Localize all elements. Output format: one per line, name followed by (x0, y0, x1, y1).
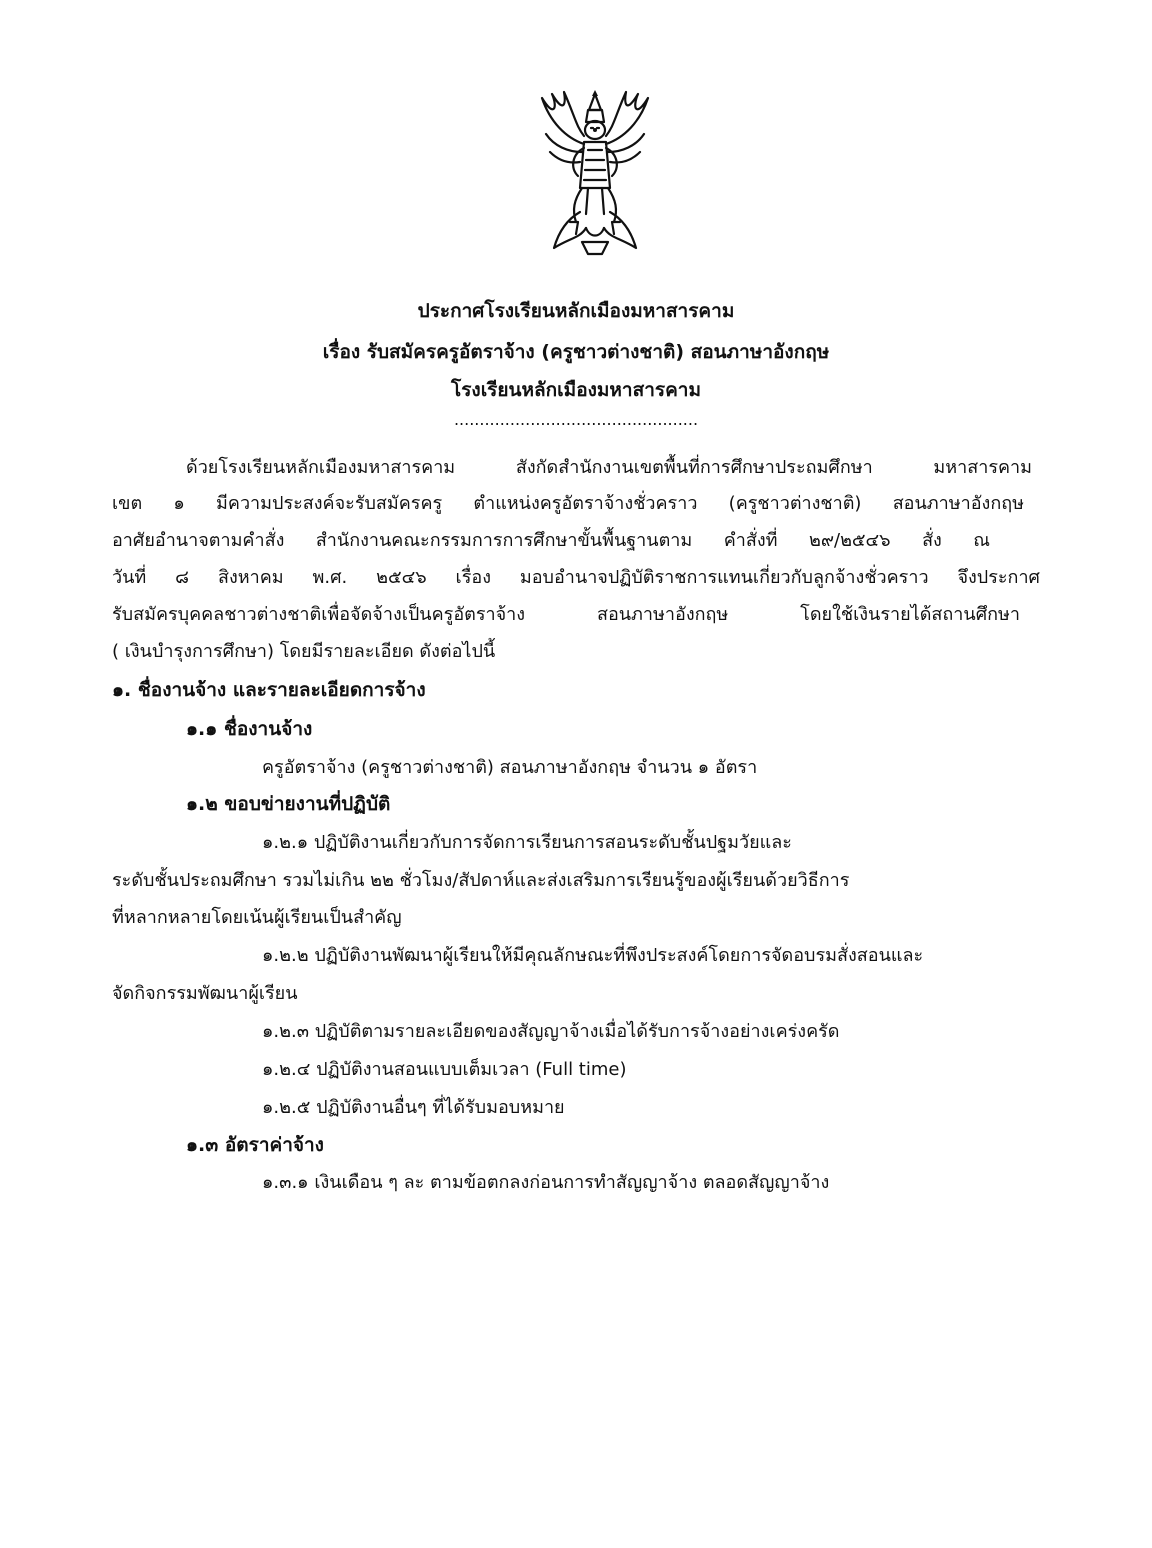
school-name: โรงเรียนหลักเมืองมหาสารคาม (451, 379, 701, 401)
item-1-2-1-line-1: ๑.๒.๑ ปฏิบัติงานเกี่ยวกับการจัดการเรียนการสอนระดับชั้นปฐมวัยและ (262, 832, 792, 853)
announcement-subject: เรื่อง รับสมัครครูอัตราจ้าง (ครูชาวต่างชาติ) สอนภาษาอังกฤษ (322, 341, 830, 363)
item-1-2-3: ๑.๒.๓ ปฏิบัติตามรายละเอียดของสัญญาจ้างเมื่อได้รับการจ้างอย่างเคร่งครัด (262, 1021, 840, 1042)
section-1-title: ๑. ชื่องานจ้าง และรายละเอียดการจ้าง (112, 679, 426, 701)
section-1-2-title: ๑.๒ ขอบข่ายงานที่ปฏิบัติ (186, 793, 391, 815)
separator-dots: ................................................ (453, 410, 699, 429)
section-1-1-text: ครูอัตราจ้าง (ครูชาวต่างชาติ) สอนภาษาอังกฤษ จำนวน ๑ อัตรา (262, 757, 758, 778)
item-1-2-1-line-3: ที่หลากหลายโดยเน้นผู้เรียนเป็นสำคัญ (112, 907, 402, 928)
intro-line-5: รับสมัครบุคคลชาวต่างชาติเพื่อจัดจ้างเป็นครูอัตราจ้าง สอนภาษาอังกฤษ โดยใช้เงินรายได้สถานศึกษา (112, 604, 1020, 625)
intro-line-2: เขต ๑ มีความประสงค์จะรับสมัครครู ตำแหน่งครูอัตราจ้างชั่วคราว (ครูชาวต่างชาติ) สอนภาษาอังกฤษ (112, 493, 1024, 514)
item-1-2-5: ๑.๒.๕ ปฏิบัติงานอื่นๆ ที่ได้รับมอบหมาย (262, 1097, 565, 1118)
item-1-2-1-line-2: ระดับชั้นประถมศึกษา รวมไม่เกิน ๒๒ ชั่วโมง/สัปดาห์และส่งเสริมการเรียนรู้ของผู้เรียนด้วยวิธีการ (112, 870, 850, 891)
intro-line-4: วันที่ ๘ สิงหาคม พ.ศ. ๒๕๔๖ เรื่อง มอบอำนาจปฏิบัติราชการแทนเกี่ยวกับลูกจ้างชั่วคราว จึงประกาศ (112, 567, 1040, 588)
intro-line-1: ด้วยโรงเรียนหลักเมืองมหาสารคาม สังกัดสำนักงานเขตพื้นที่การศึกษาประถมศึกษา มหาสารคาม (186, 457, 1032, 478)
section-1-1-title: ๑.๑ ชื่องานจ้าง (186, 718, 313, 740)
item-1-2-2-line-2: จัดกิจกรรมพัฒนาผู้เรียน (112, 983, 298, 1004)
item-1-2-2-line-1: ๑.๒.๒ ปฏิบัติงานพัฒนาผู้เรียนให้มีคุณลักษณะที่พึงประสงค์โดยการจัดอบรมสั่งสอนและ (262, 945, 924, 966)
intro-line-6: ( เงินบำรุงการศึกษา) โดยมีรายละเอียด ดังต่อไปนี้ (112, 641, 496, 662)
section-1-3-title: ๑.๓ อัตราค่าจ้าง (186, 1134, 324, 1156)
announcement-title: ประกาศโรงเรียนหลักเมืองมหาสารคาม (417, 300, 735, 322)
item-1-2-4: ๑.๒.๔ ปฏิบัติงานสอนแบบเต็มเวลา (Full time) (262, 1059, 627, 1080)
intro-line-3: อาศัยอำนาจตามคำสั่ง สำนักงานคณะกรรมการการศึกษาขั้นพื้นฐานตาม คำสั่งที่ ๒๙/๒๕๔๖ สั่ง ณ (112, 530, 990, 551)
garuda-emblem-icon (536, 88, 654, 260)
item-1-3-1: ๑.๓.๑ เงินเดือน ๆ ละ ตามข้อตกลงก่อนการทำสัญญาจ้าง ตลอดสัญญาจ้าง (262, 1172, 830, 1193)
